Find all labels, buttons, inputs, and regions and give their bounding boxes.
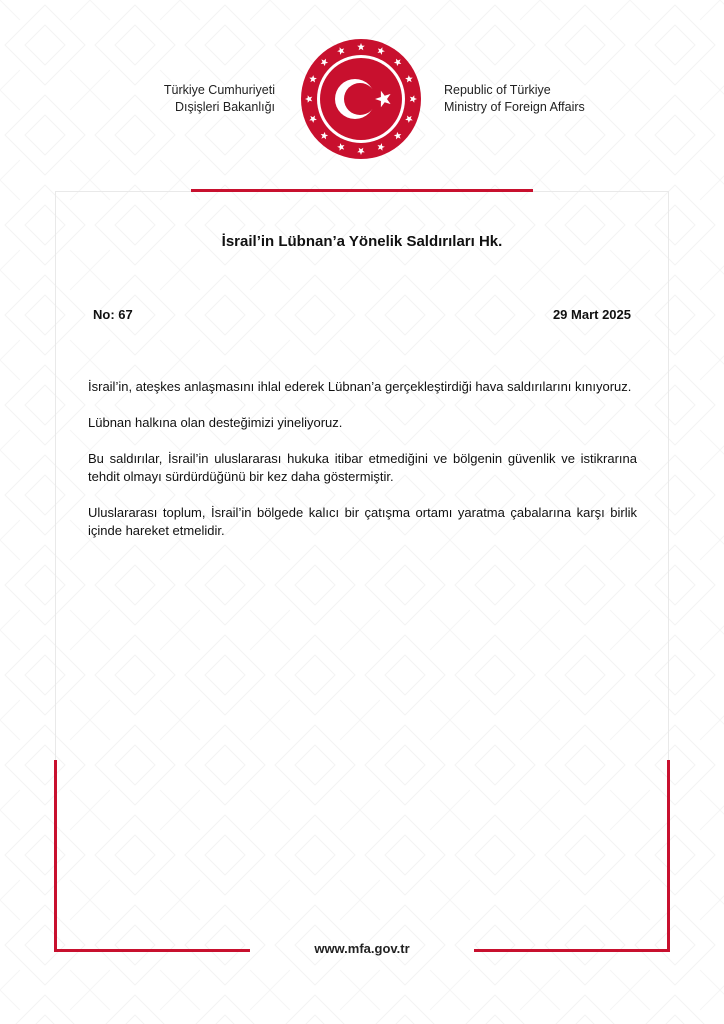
turkish-crescent-star-emblem-icon: [300, 38, 422, 160]
document-body: [88, 378, 637, 558]
frame-right-red-bar: [667, 760, 670, 952]
document-date: 29 Mart 2025: [552, 307, 631, 322]
footer-website-link[interactable]: www.mfa.gov.tr: [314, 941, 410, 956]
document-title: İsrail’in Lübnan’a Yönelik Saldırıları Hk.: [221, 233, 503, 250]
header-left-line1: Türkiye Cumhuriyeti: [163, 83, 275, 97]
header-right-line2: Ministry of Foreign Affairs: [444, 100, 585, 114]
document-number: No: 67: [93, 307, 133, 322]
ministry-name-turkish: [164, 82, 275, 116]
paragraph: Lübnan halkına olan desteğimizi yineliyoruz.: [88, 415, 343, 430]
ministry-name-english: [444, 82, 585, 116]
frame-right-gray-line: [668, 191, 669, 761]
frame-top-red-bar: [191, 189, 533, 192]
paragraph: Bu saldırılar, İsrail’in uluslararası hukuka itibar etmediğini ve bölgenin güvenlik ve istikrarına tehdit olmayı sürdürdüğünü bir kez daha göstermiştir.: [88, 451, 637, 484]
header-right-line1: Republic of Türkiye: [444, 83, 551, 97]
paragraph: İsrail’in, ateşkes anlaşmasını ihlal ederek Lübnan’a gerçekleştirdiği hava saldırılarını kınıyoruz.: [88, 379, 632, 394]
paragraph: Uluslararası toplum, İsrail’in bölgede kalıcı bir çatışma ortamı yaratma çabalarına karşı birlik içinde hareket etmelidir.: [88, 505, 637, 538]
frame-left-red-bar: [54, 760, 57, 952]
header-left-line2: Dışişleri Bakanlığı: [174, 100, 275, 114]
frame-left-gray-line: [55, 191, 56, 761]
